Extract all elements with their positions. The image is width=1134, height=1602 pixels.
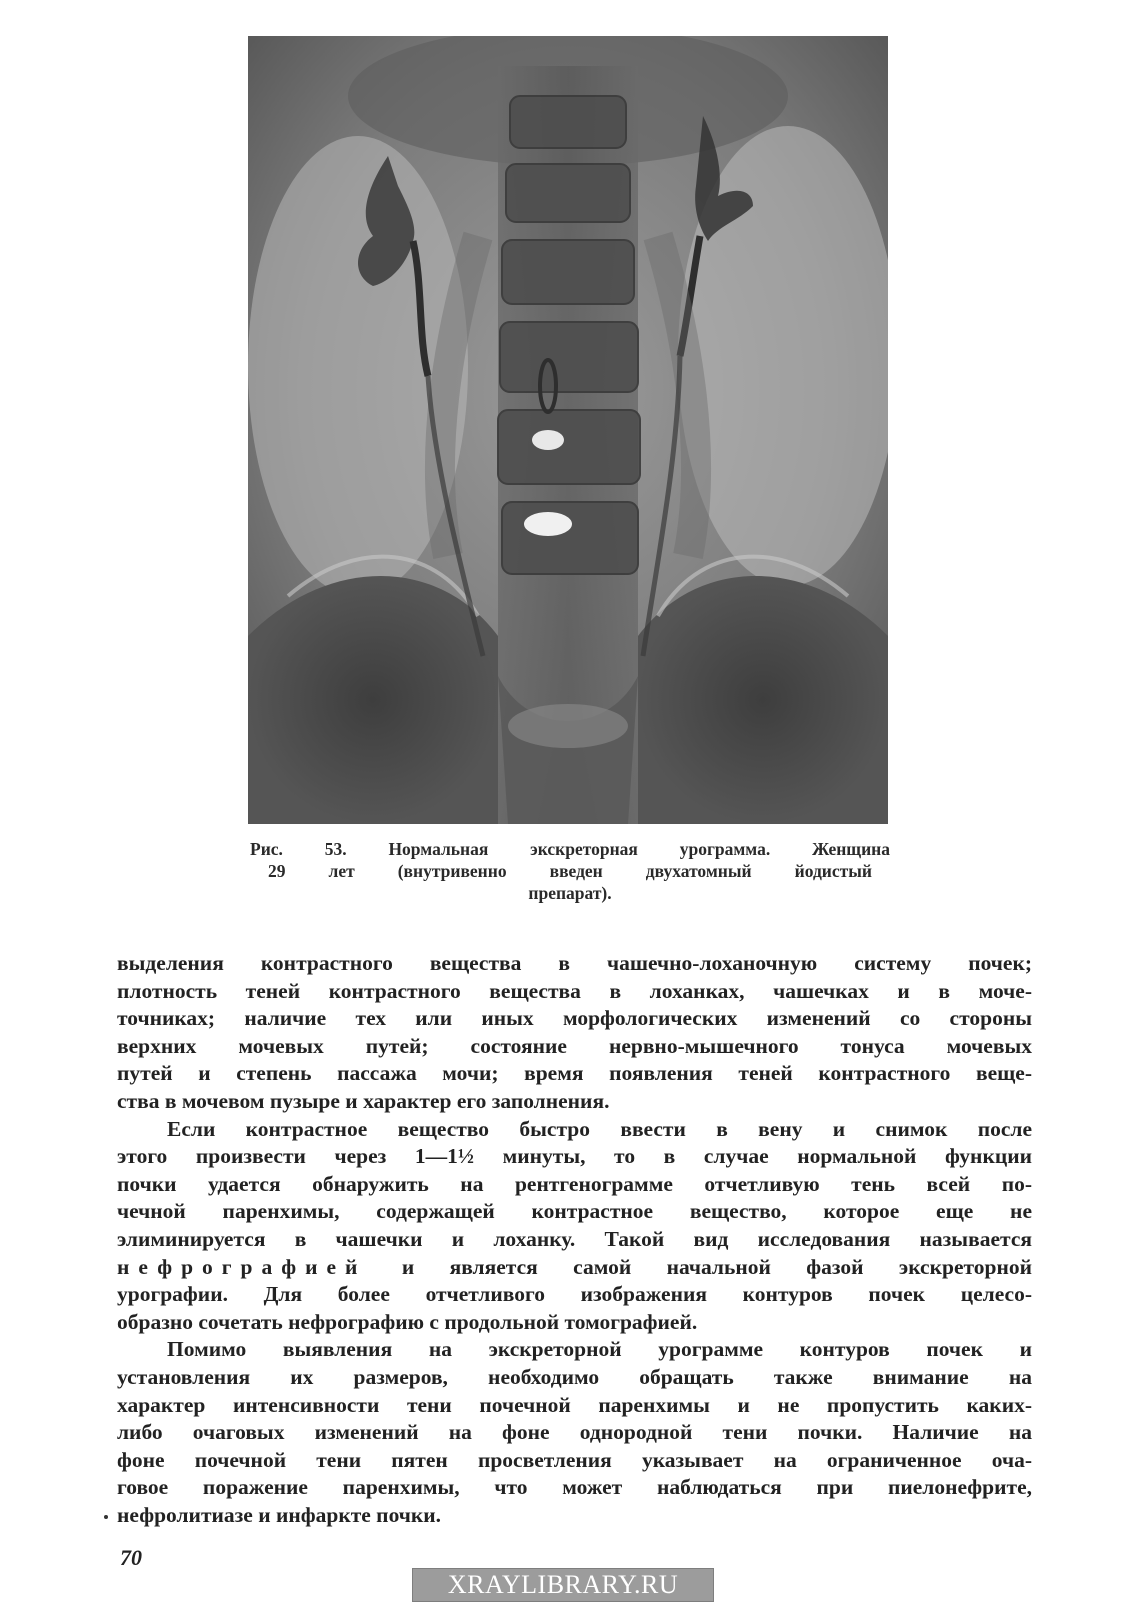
radiograph-svg [248, 36, 888, 824]
xray-urogram-image [248, 36, 888, 824]
text-line: Если контрастное вещество быстро ввести в вену и снимок после [167, 1116, 1032, 1141]
text-line: путей и степень пассажа мочи; время появления теней контрастного веще- [117, 1061, 1032, 1086]
text-line: плотность теней контрастного вещества в лоханках, чашечках и в моче- [117, 978, 1032, 1003]
text-line: почки удается обнаружить на рентгенограмме отчетливую тень всей по- [117, 1171, 1032, 1196]
text-line: точниках; наличие тех или иных морфологических изменений со стороны [117, 1006, 1032, 1031]
body-text [117, 950, 1032, 1529]
caption-line: Рис. 53. Нормальная экскреторная урограмма. Женщина [250, 839, 890, 859]
text-line: либо очаговых изменений на фоне однородной тени почки. Наличие на [117, 1420, 1032, 1445]
text-line: выделения контрастного вещества в чашечно-лоханочную систему почек; [117, 951, 1032, 975]
text-line: чечной паренхимы, содержащей контрастное вещество, которое еще не [117, 1199, 1032, 1224]
text-line: верхних мочевых путей; состояние нервно-мышечного тонуса мочевых [117, 1033, 1032, 1058]
figure-caption [250, 838, 890, 904]
term-nephrography: нефрографией [117, 1254, 367, 1279]
page-number: 70 [120, 1545, 142, 1570]
text-line: ства в мочевом пузыре и характер его заполнения. [117, 1088, 610, 1113]
text-line-term [117, 1254, 1032, 1282]
term-rest: и является самой начальной фазой экскреторной [401, 1254, 1032, 1279]
text-line: образно сочетать нефрографию с продольной томографией. [117, 1309, 698, 1334]
text-line: фоне почечной тени пятен просветления указывает на ограниченное оча- [117, 1447, 1032, 1472]
caption-line: препарат). [528, 883, 612, 903]
text-line: говое поражение паренхимы, что может наблюдаться при пиелонефрите, [117, 1475, 1032, 1500]
caption-line: 29 лет (внутривенно введен двухатомный йодистый [268, 861, 872, 881]
text-line: урографии. Для более отчетливого изображения контуров почек целесо- [117, 1282, 1032, 1307]
text-line: элиминируется в чашечки и лоханку. Такой вид исследования называется [117, 1226, 1032, 1251]
watermark: XRAYLIBRARY.RU [412, 1568, 714, 1602]
text-line: Помимо выявления на экскреторной урограмме контуров почек и [167, 1337, 1032, 1362]
print-dot [104, 1515, 108, 1519]
text-line: характер интенсивности тени почечной паренхимы и не пропустить каких- [117, 1392, 1032, 1417]
text-line: установления их размеров, необходимо обращать также внимание на [117, 1364, 1032, 1389]
text-line: нефролитиазе и инфаркте почки. [117, 1502, 442, 1527]
text-line: этого произвести через 1—1½ минуты, то в случае нормальной функции [117, 1144, 1032, 1169]
